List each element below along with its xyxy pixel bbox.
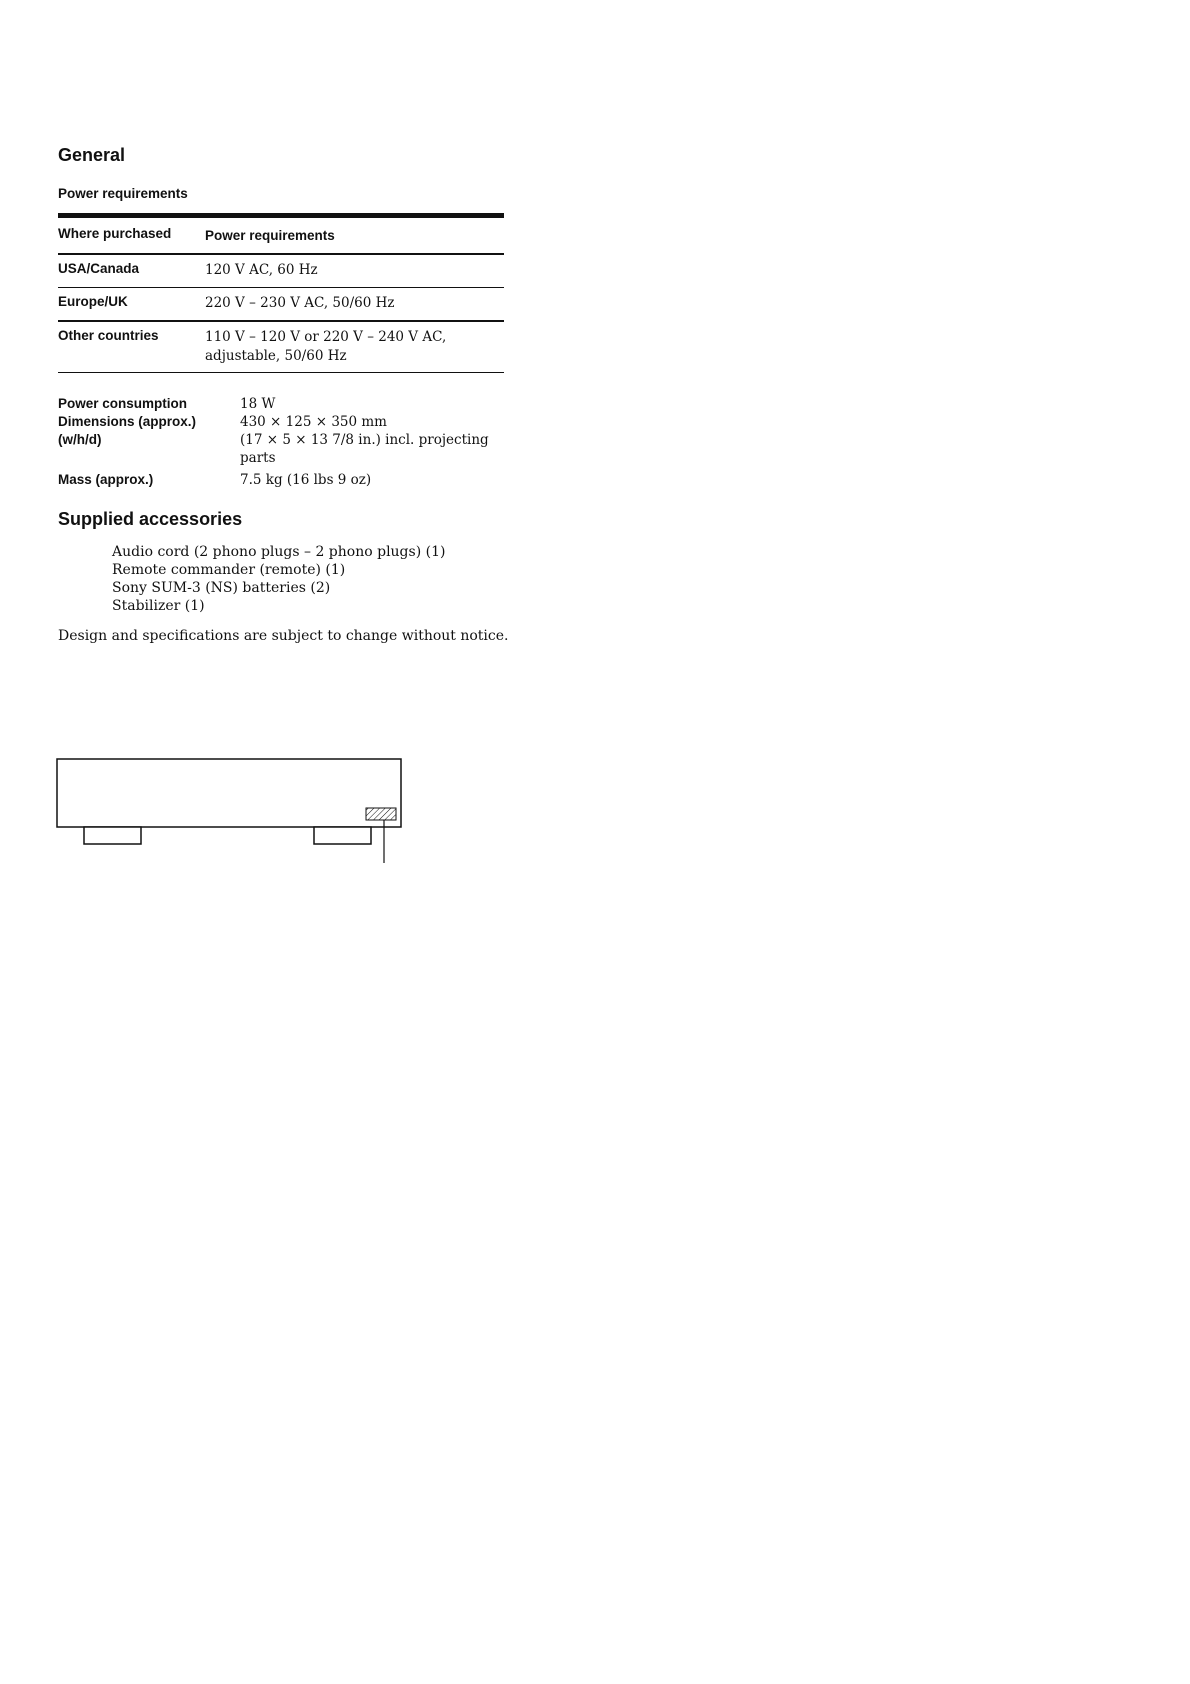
- table-row: [58, 255, 504, 287]
- spec-row: [58, 395, 498, 413]
- region-cell: USA/Canada: [58, 260, 140, 276]
- table-row: [58, 288, 504, 320]
- list-item: Audio cord (2 phono plugs – 2 phono plugs) (1): [112, 544, 446, 560]
- list-item: Sony SUM-3 (NS) batteries (2): [112, 580, 331, 596]
- spec-value: parts: [240, 450, 276, 466]
- spec-row: [58, 449, 498, 467]
- header-power-requirements: Power requirements: [205, 228, 335, 243]
- rating-label-area: [366, 808, 396, 820]
- requirement-cell: 220 V – 230 V AC, 50/60 Hz: [205, 295, 395, 311]
- power-requirements-title: Power requirements: [58, 186, 188, 201]
- table-header-row: [58, 218, 504, 253]
- spec-value: (17 × 5 × 13 7/8 in.) incl. projecting: [240, 432, 489, 448]
- table-bottom-rule: [58, 372, 504, 374]
- region-cell: Other countries: [58, 327, 159, 343]
- power-requirements-table: [58, 213, 504, 373]
- accessories-list: [112, 543, 445, 615]
- spec-label: Dimensions (approx.): [58, 414, 197, 429]
- spec-value: 18 W: [240, 396, 276, 412]
- region-cell: Europe/UK: [58, 294, 128, 309]
- spec-row: [58, 413, 498, 431]
- right-foot: [314, 827, 371, 844]
- section-heading-general: General: [58, 145, 126, 165]
- table-row: [58, 322, 504, 372]
- notice-text: Design and specifications are subject to change without notice.: [58, 628, 509, 644]
- list-item: Remote commander (remote) (1): [112, 562, 346, 578]
- requirement-line: adjustable, 50/60 Hz: [205, 347, 347, 364]
- section-heading-accessories: Supplied accessories: [58, 509, 243, 529]
- spec-label: Power consumption: [58, 396, 188, 411]
- device-rear-diagram: [56, 758, 406, 868]
- spec-label: (w/h/d): [58, 432, 102, 447]
- requirement-cell: 120 V AC, 60 Hz: [205, 261, 318, 278]
- requirement-cell: [205, 328, 504, 366]
- device-body: [57, 759, 401, 827]
- left-foot: [84, 827, 141, 844]
- spec-value: 7.5 kg (16 lbs 9 oz): [240, 472, 372, 488]
- spec-row: [58, 471, 498, 489]
- spec-label: [58, 449, 240, 467]
- list-item: Stabilizer (1): [112, 598, 205, 614]
- requirement-line: 110 V – 120 V or 220 V – 240 V AC,: [205, 328, 447, 345]
- spec-list: [58, 395, 498, 489]
- spec-value: 430 × 125 × 350 mm: [240, 414, 387, 430]
- spec-label: Mass (approx.): [58, 472, 154, 487]
- spec-row: [58, 431, 498, 449]
- header-where-purchased: Where purchased: [58, 226, 172, 241]
